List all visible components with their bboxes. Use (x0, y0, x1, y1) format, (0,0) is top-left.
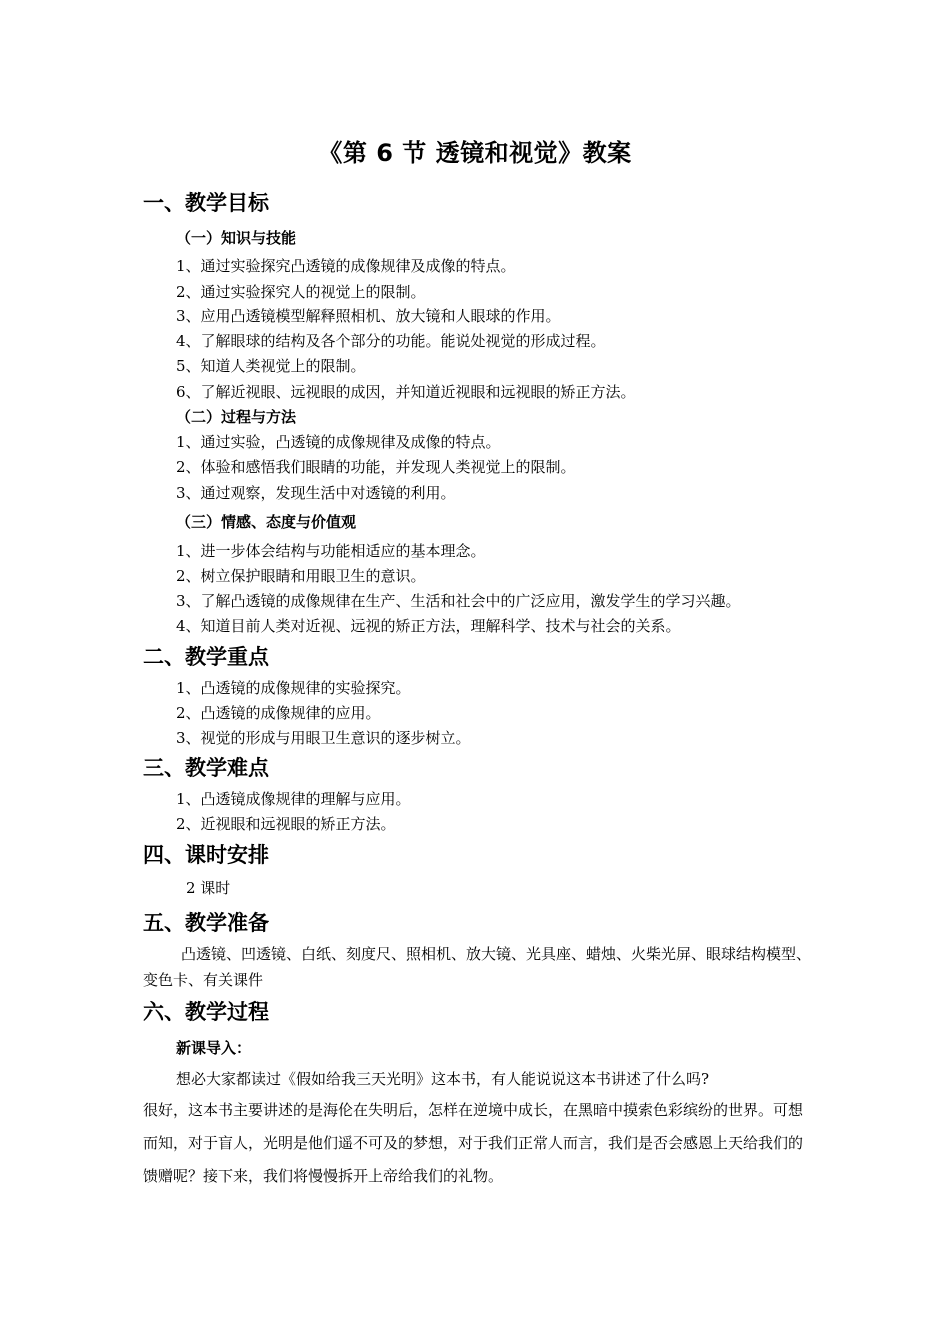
subheading-intro: 新课导入： (176, 1039, 252, 1057)
subheading-knowledge: （一）知识与技能 (176, 229, 297, 247)
schedule-text: 2 课时 (186, 879, 231, 897)
list-item: 6、了解近视眼、远视眼的成因，并知道近视眼和远视眼的矫正方法。 (176, 383, 636, 401)
document-title: 《第 6 节 透镜和视觉》教案 (318, 139, 632, 167)
intro-line: 想必大家都读过《假如给我三天光明》这本书，有人能说说这本书讲述了什么吗? (176, 1070, 710, 1088)
intro-body: 很好，这本书主要讲述的是海伦在失明后，怎样在逆境中成长，在黑暗中摸索色彩缤纷的世界。可想而知，对于盲人，光明是他们遥不可及的梦想，对于我们正常人而言，我们是否会感恩上天给我们的馈赠呢？接下来，我们将慢慢拆开上帝给我们的礼物。 (143, 1101, 804, 1185)
heading-preparation: 五、教学准备 (143, 911, 269, 935)
heading-objectives: 一、教学目标 (143, 191, 269, 215)
list-item: 4、知道目前人类对近视、远视的矫正方法，理解科学、技术与社会的关系。 (176, 617, 681, 635)
heading-schedule: 四、课时安排 (143, 843, 269, 867)
list-item: 2、凸透镜的成像规律的应用。 (176, 704, 381, 722)
heading-difficulties: 三、教学难点 (143, 756, 269, 780)
list-item: 1、进一步体会结构与功能相适应的基本理念。 (176, 542, 486, 560)
list-item: 3、了解凸透镜的成像规律在生产、生活和社会中的广泛应用，激发学生的学习兴趣。 (176, 592, 741, 610)
subheading-attitude: （三）情感、态度与价值观 (176, 513, 357, 531)
list-item: 2、体验和感悟我们眼睛的功能，并发现人类视觉上的限制。 (176, 458, 576, 476)
list-item: 1、凸透镜的成像规律的实验探究。 (176, 679, 411, 697)
list-item: 4、了解眼球的结构及各个部分的功能。能说处视觉的形成过程。 (176, 332, 606, 350)
subheading-process: （二）过程与方法 (176, 408, 297, 426)
heading-key-points: 二、教学重点 (143, 645, 269, 669)
list-item: 1、凸透镜成像规律的理解与应用。 (176, 790, 411, 808)
list-item: 3、视觉的形成与用眼卫生意识的逐步树立。 (176, 729, 471, 747)
list-item: 1、通过实验，凸透镜的成像规律及成像的特点。 (176, 433, 501, 451)
list-item: 3、通过观察，发现生活中对透镜的利用。 (176, 484, 456, 502)
preparation-text: 凸透镜、凹透镜、白纸、刻度尺、照相机、放大镜、光具座、蜡烛、火柴光屏、眼球结构模型、变色卡、有关课件 (143, 945, 812, 989)
list-item: 2、通过实验探究人的视觉上的限制。 (176, 283, 426, 301)
list-item: 1、通过实验探究凸透镜的成像规律及成像的特点。 (176, 257, 516, 275)
heading-process: 六、教学过程 (143, 1000, 269, 1024)
list-item: 2、近视眼和远视眼的矫正方法。 (176, 815, 396, 833)
list-item: 3、应用凸透镜模型解释照相机、放大镜和人眼球的作用。 (176, 307, 561, 325)
list-item: 5、知道人类视觉上的限制。 (176, 357, 366, 375)
list-item: 2、树立保护眼睛和用眼卫生的意识。 (176, 567, 426, 585)
